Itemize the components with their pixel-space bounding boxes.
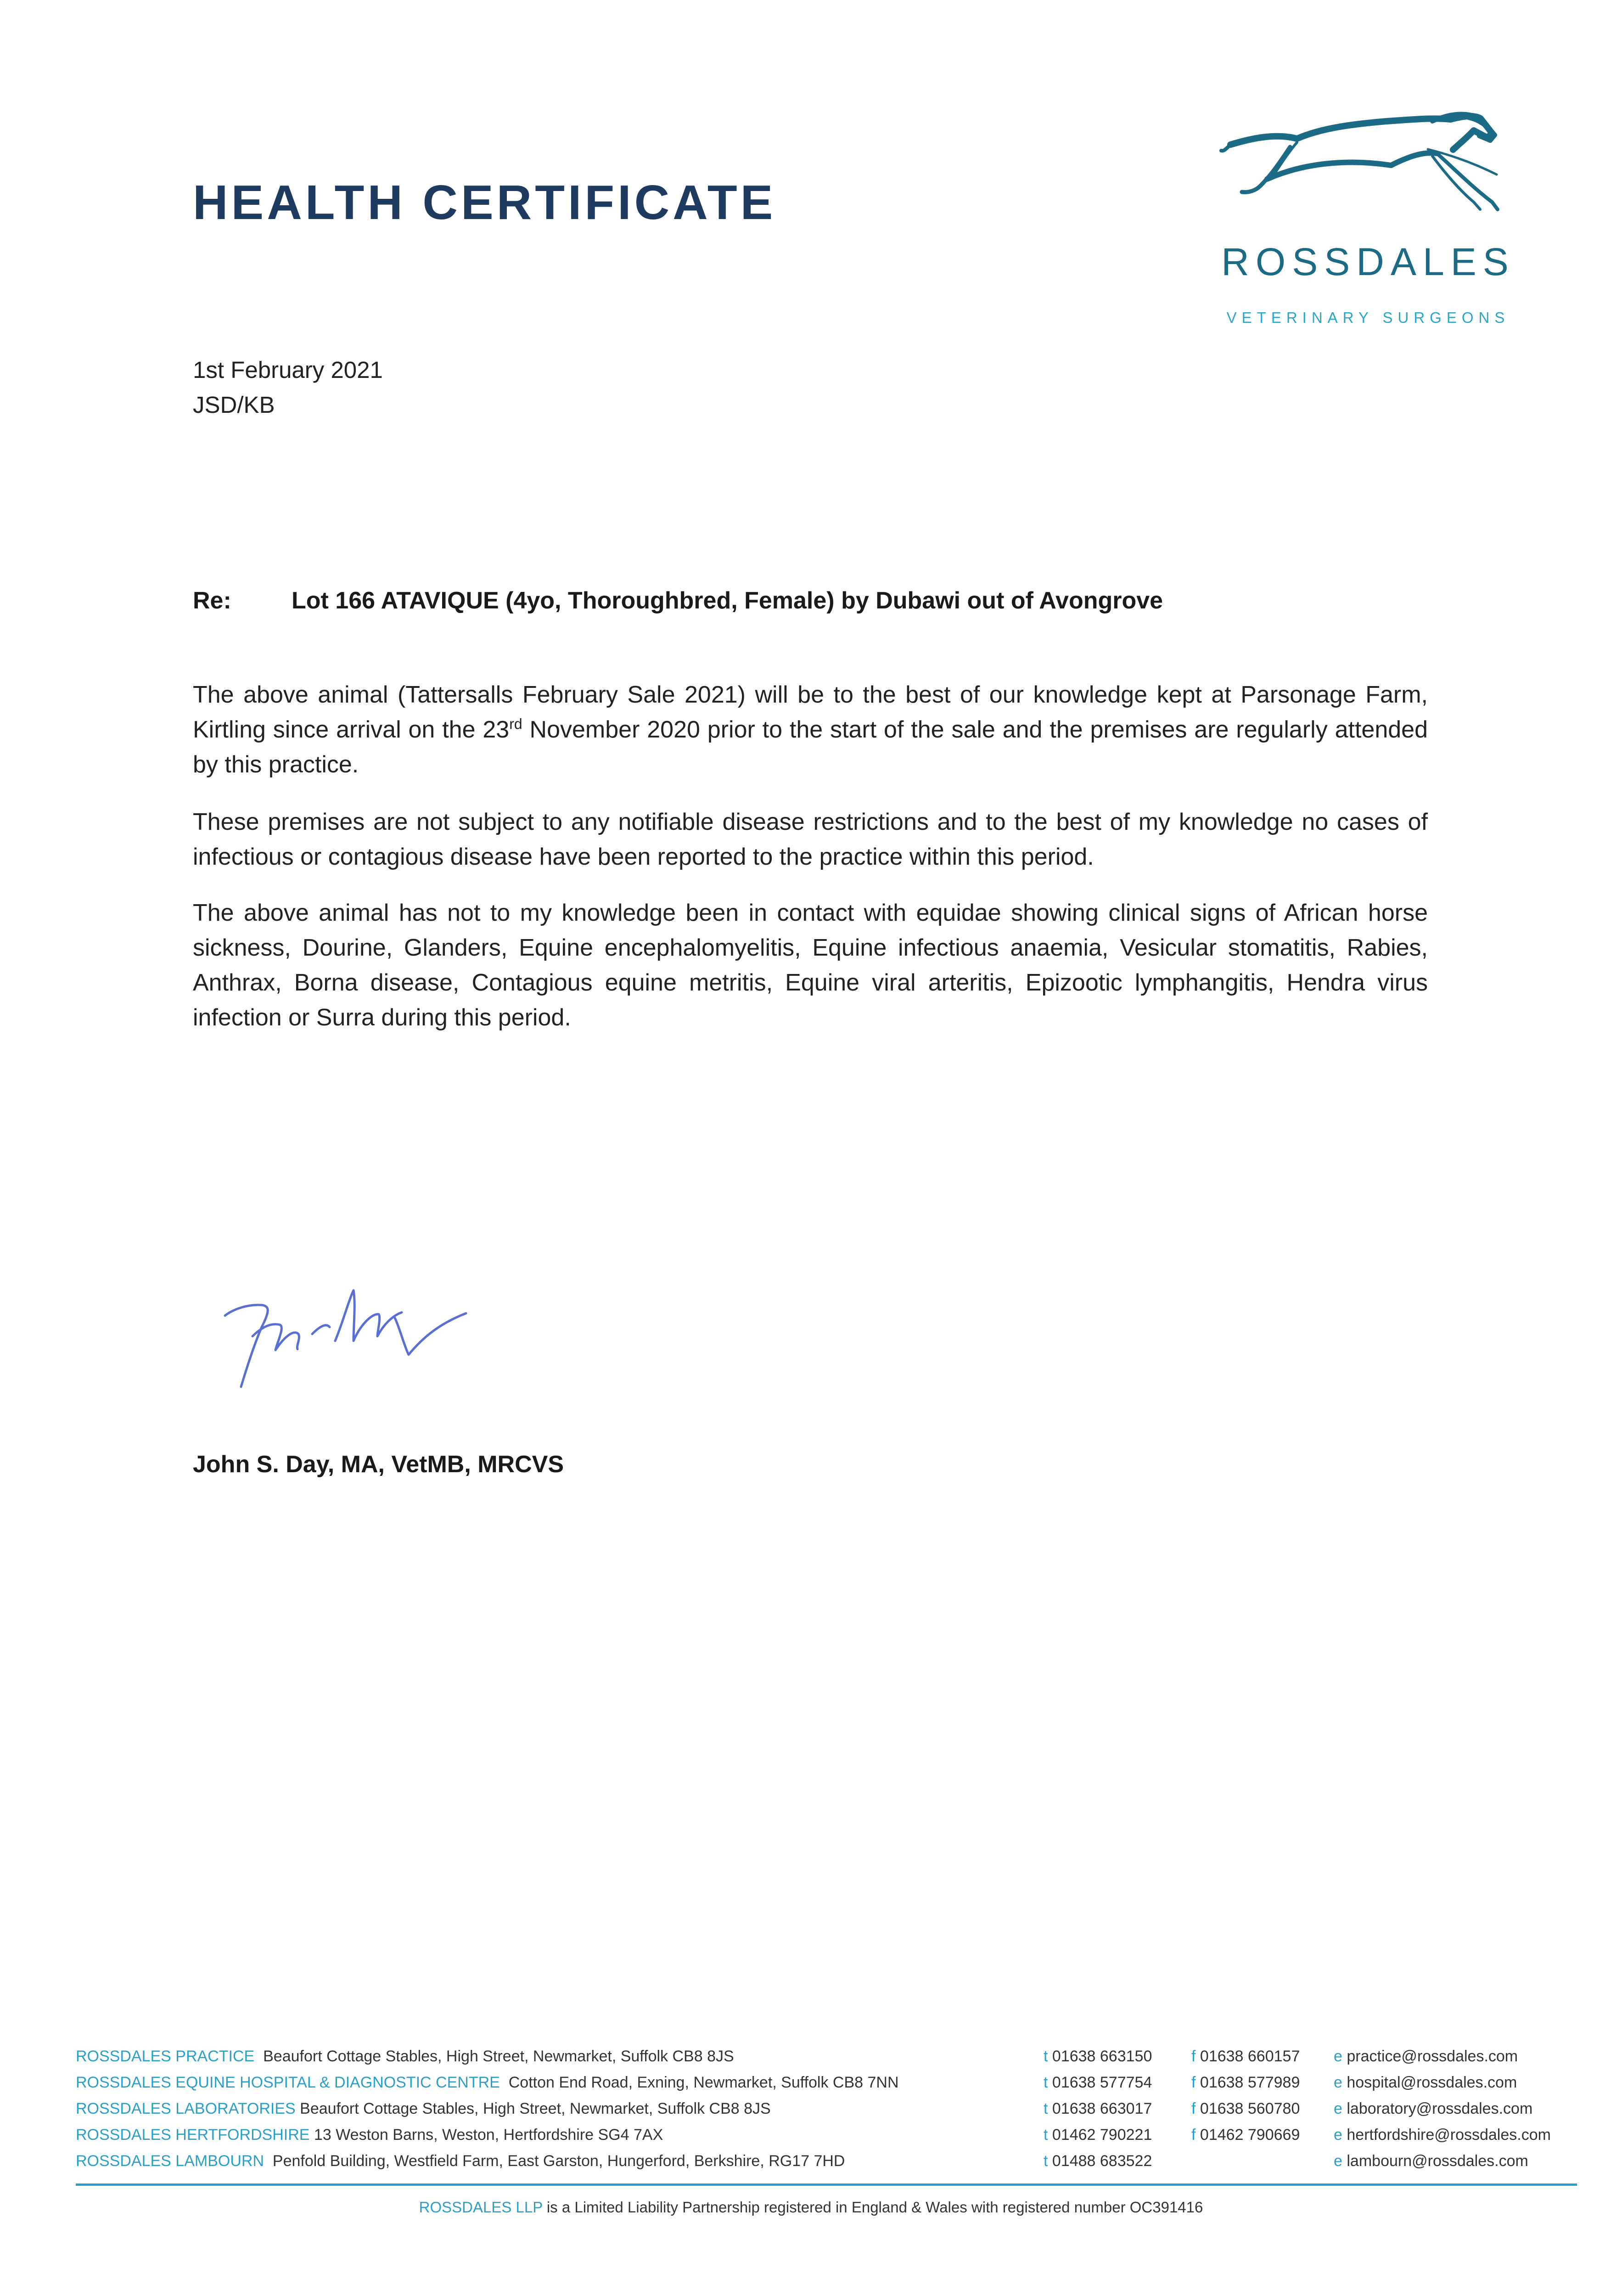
date-ordinal-suffix: rd	[509, 715, 522, 732]
footer-email[interactable]: practice@rossdales.com	[1347, 2048, 1518, 2065]
footer-email[interactable]: lambourn@rossdales.com	[1347, 2152, 1528, 2170]
paragraph-arrival-start: The above animal (Tattersalls February Sale 2021) will be to the best of our knowledge kept at Parsonage Farm, Kirtling since arrival on the 23	[193, 681, 1428, 743]
footer-site-name: ROSSDALES LABORATORIES	[76, 2100, 296, 2117]
fax-prefix: f	[1191, 2048, 1196, 2065]
tel-prefix: t	[1044, 2048, 1048, 2065]
footer-divider	[76, 2183, 1577, 2186]
footer-telephone: 01638 663017	[1052, 2100, 1152, 2117]
footer-telephone: 01462 790221	[1052, 2126, 1152, 2144]
footer-row-hospital	[76, 2071, 1577, 2094]
tel-prefix: t	[1044, 2100, 1048, 2117]
email-prefix: e	[1334, 2152, 1342, 2170]
footer-fax: 01638 560780	[1200, 2100, 1300, 2117]
fax-prefix: f	[1191, 2074, 1196, 2091]
logo-subtitle: VETERINARY SURGEONS	[1226, 309, 1510, 326]
email-prefix: e	[1334, 2048, 1342, 2065]
footer-legal-notice	[0, 2200, 1622, 2215]
letter-reference: JSD/KB	[193, 392, 275, 418]
handwritten-signature	[216, 1281, 500, 1405]
footer-site-address: 13 Weston Barns, Weston, Hertfordshire SG4 7AX	[314, 2126, 663, 2144]
footer-site-address: Penfold Building, Westfield Farm, East Garston, Hungerford, Berkshire, RG17 7HD	[272, 2152, 845, 2170]
footer-email[interactable]: hospital@rossdales.com	[1347, 2074, 1517, 2091]
running-horse-icon	[1217, 106, 1520, 335]
footer-site-address: Cotton End Road, Exning, Newmarket, Suffolk CB8 7NN	[508, 2074, 899, 2091]
footer-fax: 01638 660157	[1200, 2048, 1300, 2065]
footer-telephone: 01488 683522	[1052, 2152, 1152, 2170]
footer-fax: 01462 790669	[1200, 2126, 1300, 2144]
logo-wordmark: ROSSDALES	[1221, 240, 1515, 283]
footer-email[interactable]: hertfordshire@rossdales.com	[1347, 2126, 1551, 2144]
legal-entity-name: ROSSDALES LLP	[419, 2199, 543, 2216]
footer-site-name: ROSSDALES HERTFORDSHIRE	[76, 2126, 310, 2144]
fax-prefix: f	[1191, 2100, 1196, 2117]
footer-email[interactable]: laboratory@rossdales.com	[1347, 2100, 1533, 2117]
email-prefix: e	[1334, 2126, 1342, 2144]
footer-row-hertfordshire	[76, 2123, 1577, 2146]
email-prefix: e	[1334, 2074, 1342, 2091]
footer-site-name: ROSSDALES LAMBOURN	[76, 2152, 264, 2170]
footer-site-address: Beaufort Cottage Stables, High Street, Newmarket, Suffolk CB8 8JS	[300, 2100, 771, 2117]
footer-fax: 01638 577989	[1200, 2074, 1300, 2091]
footer-row-practice	[76, 2045, 1577, 2068]
footer-site-name: ROSSDALES PRACTICE	[76, 2048, 255, 2065]
legal-registration-text: is a Limited Liability Partnership registered in England & Wales with registered number OC391416	[546, 2199, 1203, 2216]
letter-date: 1st February 2021	[193, 357, 383, 383]
email-prefix: e	[1334, 2100, 1342, 2117]
paragraph-arrival	[193, 677, 1428, 782]
tel-prefix: t	[1044, 2152, 1048, 2170]
subject-text: Lot 166 ATAVIQUE (4yo, Thoroughbred, Female) by Dubawi out of Avongrove	[292, 587, 1163, 614]
tel-prefix: t	[1044, 2126, 1048, 2144]
footer-row-laboratories	[76, 2097, 1577, 2120]
paragraph-restrictions: These premises are not subject to any notifiable disease restrictions and to the best of my knowledge no cases of infectious or contagious disease have been reported to the practice within this period.	[193, 809, 1428, 870]
fax-prefix: f	[1191, 2126, 1196, 2144]
paragraph-diseases: The above animal has not to my knowledge been in contact with equidae showing clinical signs of African horse sickness, Dourine, Glanders, Equine encephalomyelitis, Equine infectious anaemia, Vesicular stomatitis, Rabies, Anthrax, Borna disease, Contagious equine metritis, Equine viral arteritis, Epizootic lymphangitis, Hendra virus infection or Surra during this period.	[193, 900, 1428, 1031]
signatory-name: John S. Day, MA, VetMB, MRCVS	[193, 1451, 564, 1478]
footer-site-address: Beaufort Cottage Stables, High Street, Newmarket, Suffolk CB8 8JS	[263, 2048, 734, 2065]
paragraph-arrival-end: November 2020 prior to the start of the sale and the premises are regularly attended by this practice.	[193, 716, 1428, 778]
subject-label: Re:	[193, 587, 231, 614]
page-title: HEALTH CERTIFICATE	[193, 175, 776, 230]
footer-telephone: 01638 577754	[1052, 2074, 1152, 2091]
footer-site-name: ROSSDALES EQUINE HOSPITAL & DIAGNOSTIC CENTRE	[76, 2074, 500, 2091]
footer-telephone: 01638 663150	[1052, 2048, 1152, 2065]
footer-row-lambourn	[76, 2150, 1577, 2172]
tel-prefix: t	[1044, 2074, 1048, 2091]
